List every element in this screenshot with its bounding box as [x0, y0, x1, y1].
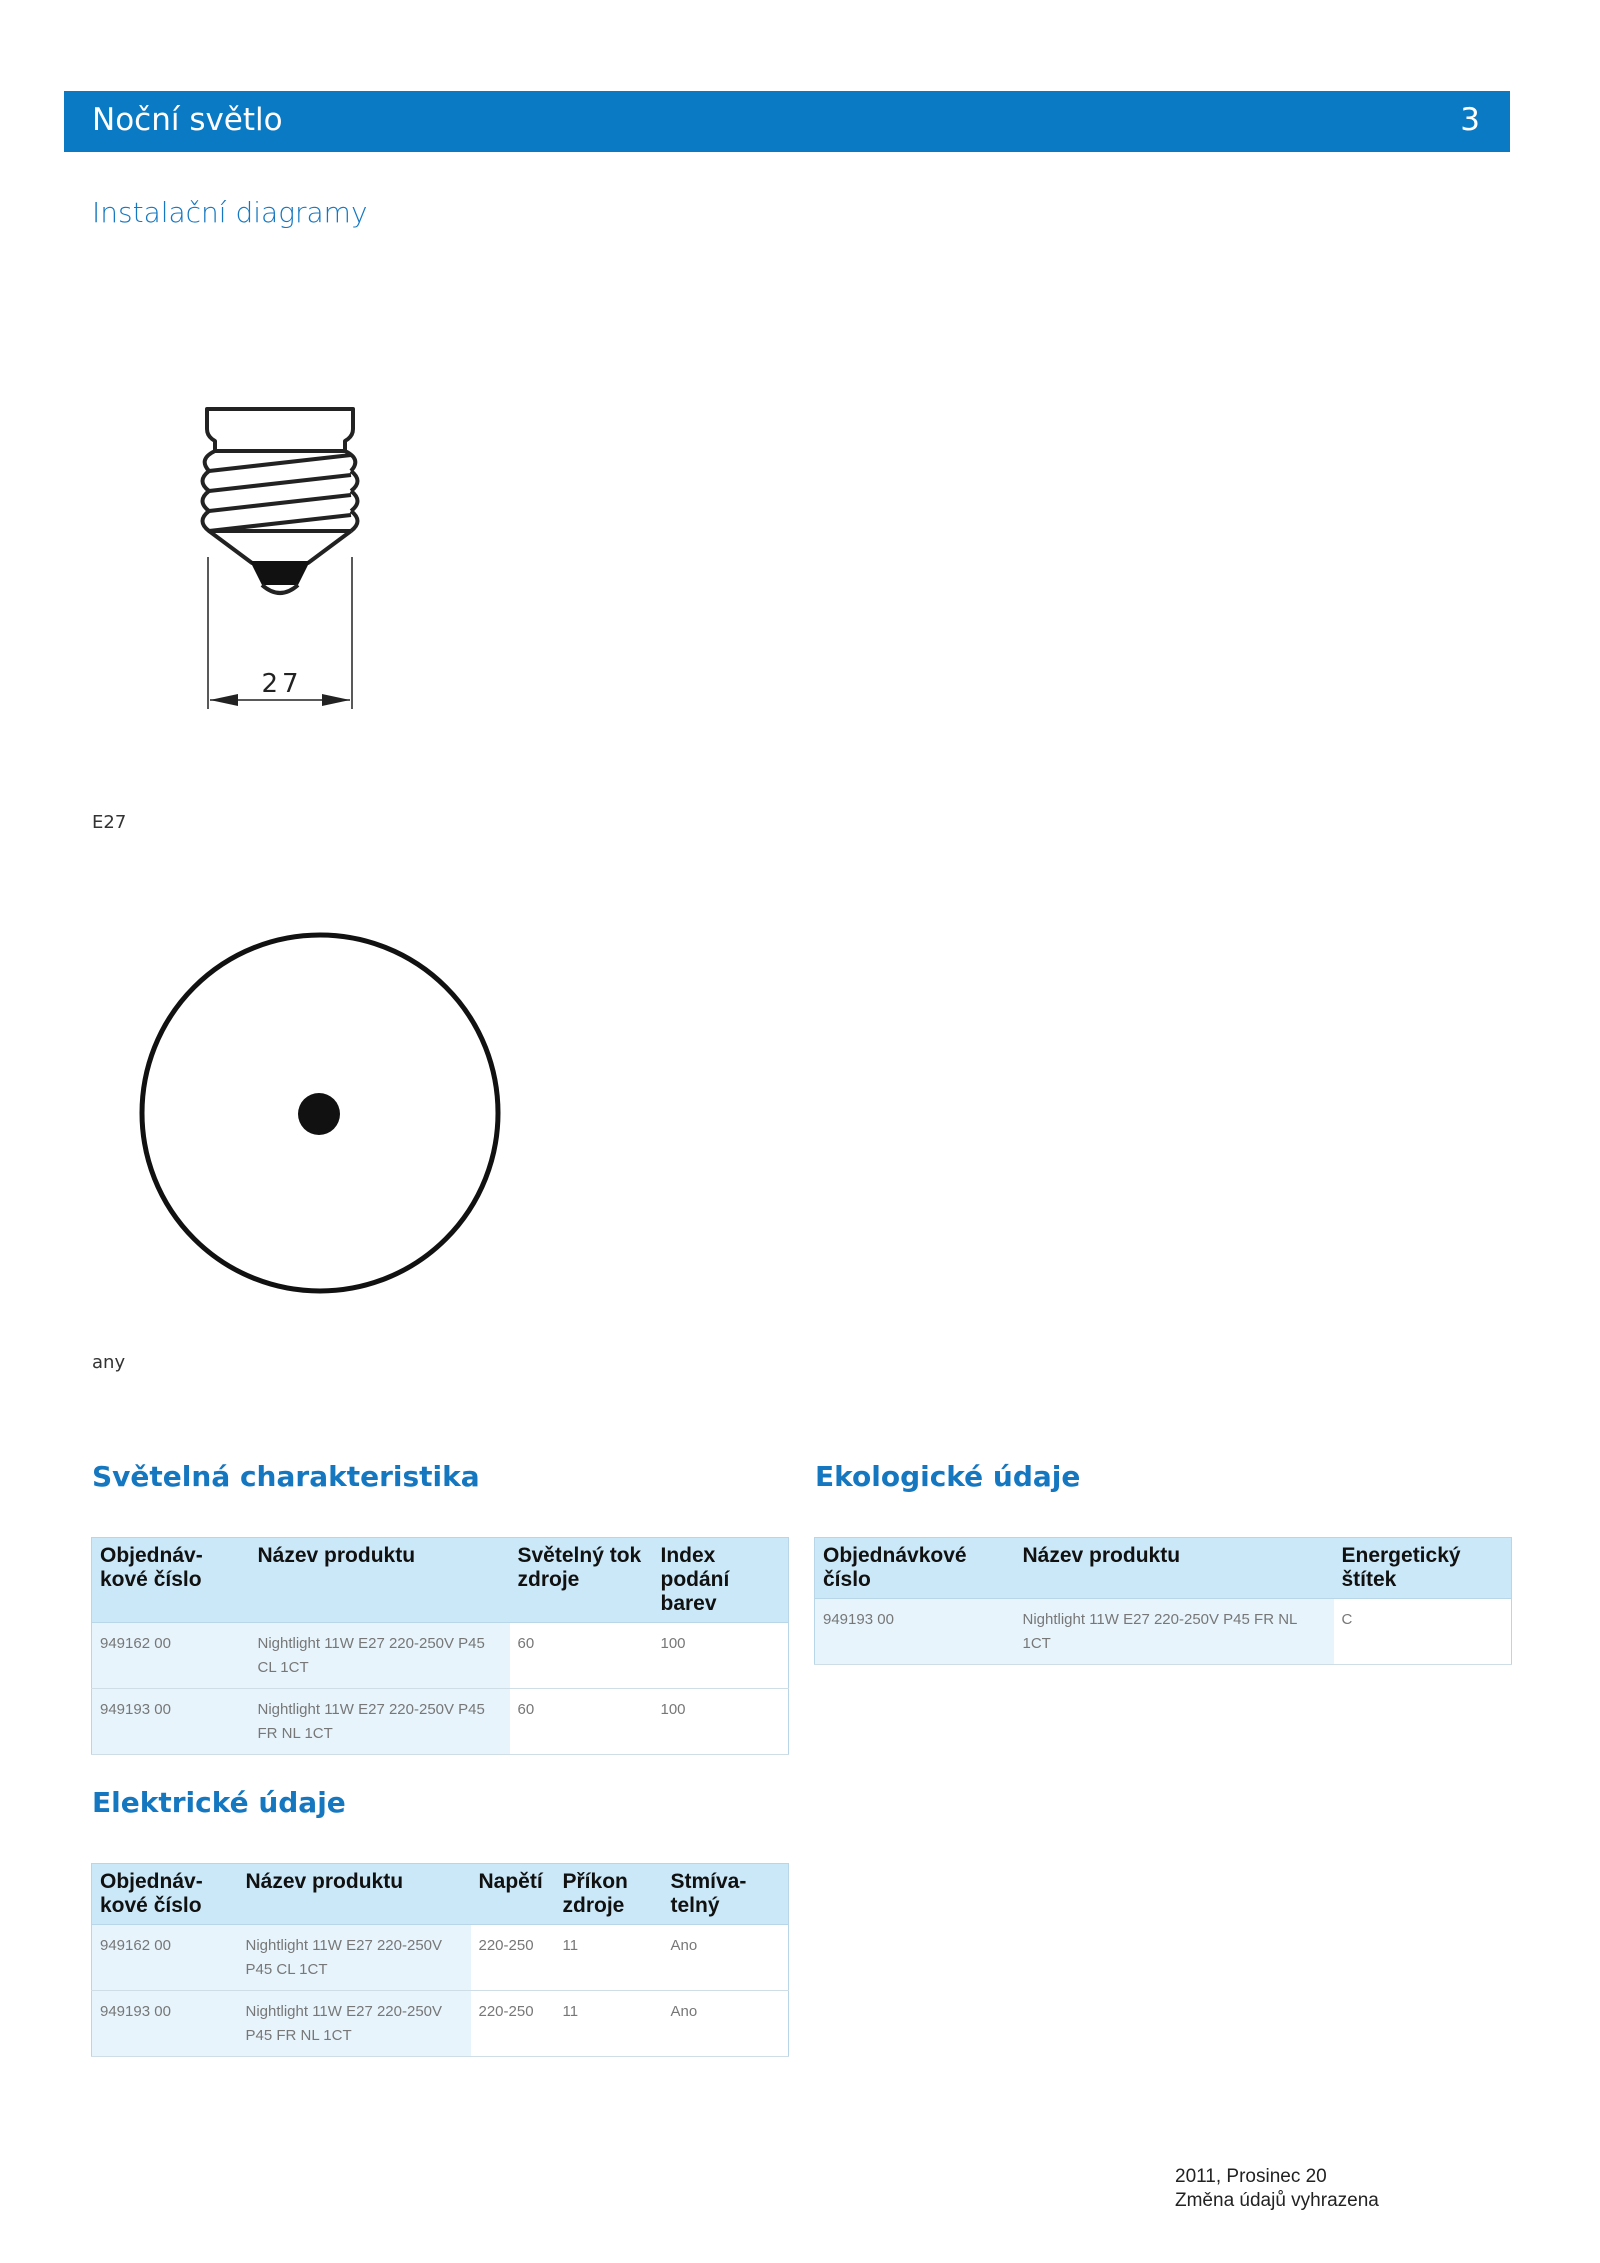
table-row	[92, 1689, 789, 1755]
product-name: Nightlight 11W E27 220-250V P45 FR NL 1CT	[238, 1991, 471, 2057]
product-name: Nightlight 11W E27 220-250V P45 FR NL 1CT	[1015, 1599, 1334, 1665]
page-number: 3	[1460, 102, 1480, 138]
table-header-row	[92, 1864, 789, 1925]
footer-date: 2011, Prosinec 20	[1175, 2166, 1327, 2187]
col-header: Světelný tok zdroje	[510, 1538, 653, 1623]
page-title: Noční světlo	[92, 102, 283, 138]
diagram2-caption: any	[92, 1352, 126, 1373]
order-number: 949162 00	[92, 1925, 238, 1991]
col-header: Název produktu	[238, 1864, 471, 1925]
table-row	[92, 1991, 789, 2057]
footer-note: Změna údajů vyhrazena	[1175, 2190, 1379, 2211]
order-number: 949193 00	[92, 1991, 238, 2057]
power: 11	[555, 1991, 663, 2057]
electric-section-title: Elektrické údaje	[92, 1786, 346, 1819]
cri: 100	[653, 1623, 789, 1689]
light-section-title: Světelná charakteristika	[92, 1460, 480, 1493]
voltage: 220-250	[471, 1925, 555, 1991]
order-number: 949162 00	[92, 1623, 250, 1689]
bulb-top-view-diagram	[135, 928, 505, 1298]
eco-table	[814, 1537, 1512, 1665]
eco-section-title: Ekologické údaje	[815, 1460, 1081, 1493]
col-header: Napětí	[471, 1864, 555, 1925]
energy-label: C	[1334, 1599, 1512, 1665]
product-name: Nightlight 11W E27 220-250V P45 CL 1CT	[250, 1623, 510, 1689]
col-header: Objednávkové číslo	[815, 1538, 1015, 1599]
col-header: Název produktu	[1015, 1538, 1334, 1599]
dimension-label: 27	[261, 669, 303, 699]
product-name: Nightlight 11W E27 220-250V P45 FR NL 1CT	[250, 1689, 510, 1755]
col-header: Stmíva- telný	[663, 1864, 789, 1925]
table-header-row	[92, 1538, 789, 1623]
electric-table	[91, 1863, 789, 2057]
col-header: Název produktu	[250, 1538, 510, 1623]
luminous-flux: 60	[510, 1623, 653, 1689]
col-header: Energetický štítek	[1334, 1538, 1512, 1599]
table-row	[92, 1623, 789, 1689]
power: 11	[555, 1925, 663, 1991]
col-header: Objednáv- kové číslo	[92, 1864, 238, 1925]
table-row	[815, 1599, 1512, 1665]
order-number: 949193 00	[92, 1689, 250, 1755]
order-number: 949193 00	[815, 1599, 1015, 1665]
col-header: Příkon zdroje	[555, 1864, 663, 1925]
cri: 100	[653, 1689, 789, 1755]
diagram1-caption: E27	[92, 812, 127, 833]
e27-base-diagram	[190, 395, 380, 720]
light-table	[91, 1537, 789, 1755]
voltage: 220-250	[471, 1991, 555, 2057]
luminous-flux: 60	[510, 1689, 653, 1755]
col-header: Index podání barev	[653, 1538, 789, 1623]
installation-title: Instalační diagramy	[92, 196, 368, 229]
table-header-row	[815, 1538, 1512, 1599]
dimmable: Ano	[663, 1991, 789, 2057]
col-header: Objednáv- kové číslo	[92, 1538, 250, 1623]
product-name: Nightlight 11W E27 220-250V P45 CL 1CT	[238, 1925, 471, 1991]
table-row	[92, 1925, 789, 1991]
dimmable: Ano	[663, 1925, 789, 1991]
